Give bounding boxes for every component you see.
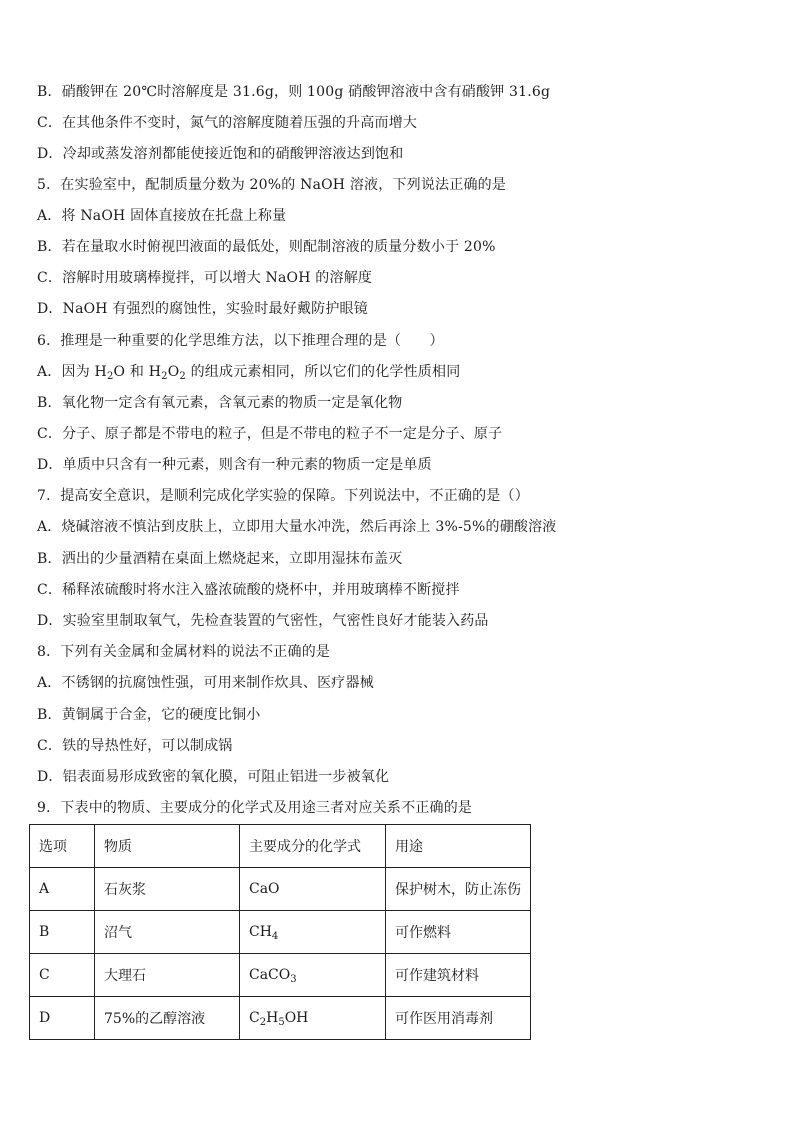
cell-formula: CaCO$_3$ [240, 954, 386, 997]
q8-stem: 8．下列有关金属和金属材料的说法不正确的是 [37, 644, 331, 660]
q7-option-b: B．洒出的少量酒精在桌面上燃烧起来，立即用湿抹布盖灭 [37, 551, 403, 567]
q5-stem: 5．在实验室中，配制质量分数为 20%的 NaOH 溶液，下列说法正确的是 [37, 177, 507, 193]
cell-use: 可作燃料 [386, 911, 531, 954]
q6-option-b: B．氧化物一定含有氧元素，含氧元素的物质一定是氧化物 [37, 395, 403, 411]
header-substance: 物质 [95, 825, 240, 868]
header-use: 用途 [386, 825, 531, 868]
q6-option-d: D．单质中只含有一种元素，则含有一种元素的物质一定是单质 [37, 457, 432, 473]
cell-substance: 75%的乙醇溶液 [95, 997, 240, 1040]
q6-option-a: A．因为 $H_2O$ 和 $H_2O_2$ 的组成元素相同，所以它们的化学性质相同 [37, 364, 461, 382]
q8-option-a: A．不锈钢的抗腐蚀性强，可用来制作炊具、医疗器械 [37, 675, 374, 691]
cell-formula: $CH_4$ [240, 911, 386, 954]
q7-option-c: C．稀释浓硫酸时将水注入盛浓硫酸的烧杯中，并用玻璃棒不断搅拌 [37, 582, 460, 598]
cell-option: D [30, 997, 95, 1040]
cell-use: 保护树木，防止冻伤 [386, 868, 531, 911]
cell-option: A [30, 868, 95, 911]
q7-option-a: A．烧碱溶液不慎沾到皮肤上，立即用大量水冲洗，然后再涂上 3%-5%的硼酸溶液 [37, 519, 557, 535]
cell-use: 可作医用消毒剂 [386, 997, 531, 1040]
q7-stem: 7．提高安全意识，是顺利完成化学实验的保障。下列说法中，不正确的是（） [37, 488, 529, 504]
q6-stem: 6．推理是一种重要的化学思维方法，以下推理合理的是（ ） [37, 333, 444, 349]
cell-substance: 石灰浆 [95, 868, 240, 911]
table-row [30, 954, 531, 997]
q7-option-d: D．实验室里制取氧气，先检查装置的气密性，气密性良好才能装入药品 [37, 613, 489, 629]
q9-stem: 9．下表中的物质、主要成分的化学式及用途三者对应关系不正确的是 [37, 800, 473, 816]
q5-option-d: D．NaOH 有强烈的腐蚀性，实验时最好戴防护眼镜 [37, 301, 368, 317]
table-row [30, 911, 531, 954]
q8-option-c: C．铁的导热性好，可以制成锅 [37, 738, 233, 754]
q5-option-c: C．溶解时用玻璃棒搅拌，可以增大 NaOH 的溶解度 [37, 270, 373, 286]
cell-use: 可作建筑材料 [386, 954, 531, 997]
table-row [30, 868, 531, 911]
q9-table [29, 824, 531, 1040]
cell-formula: $C_2H_5OH$ [240, 997, 386, 1040]
q5-option-a: A．将 NaOH 固体直接放在托盘上称量 [37, 208, 287, 224]
q4-option-d: D．冷却或蒸发溶剂都能使接近饱和的硝酸钾溶液达到饱和 [37, 146, 404, 162]
table-header-row [30, 825, 531, 868]
q5-option-b: B．若在量取水时俯视凹液面的最低处，则配制溶液的质量分数小于 20% [37, 239, 496, 255]
header-formula: 主要成分的化学式 [240, 825, 386, 868]
table-row [30, 997, 531, 1040]
q4-option-c: C．在其他条件不变时，氮气的溶解度随着压强的升高而增大 [37, 115, 418, 131]
cell-substance: 沼气 [95, 911, 240, 954]
cell-option: C [30, 954, 95, 997]
q6-option-c: C．分子、原子都是不带电的粒子，但是不带电的粒子不一定是分子、原子 [37, 426, 503, 442]
cell-substance: 大理石 [95, 954, 240, 997]
q4-option-b: B．硝酸钾在 20℃时溶解度是 31.6g，则 100g 硝酸钾溶液中含有硝酸钾 31.6g [37, 84, 551, 100]
header-option: 选项 [30, 825, 95, 868]
q8-option-b: B．黄铜属于合金，它的硬度比铜小 [37, 707, 261, 723]
cell-option: B [30, 911, 95, 954]
q8-option-d: D．铝表面易形成致密的氧化膜，可阻止铝进一步被氧化 [37, 769, 390, 785]
cell-formula: CaO [240, 868, 386, 911]
